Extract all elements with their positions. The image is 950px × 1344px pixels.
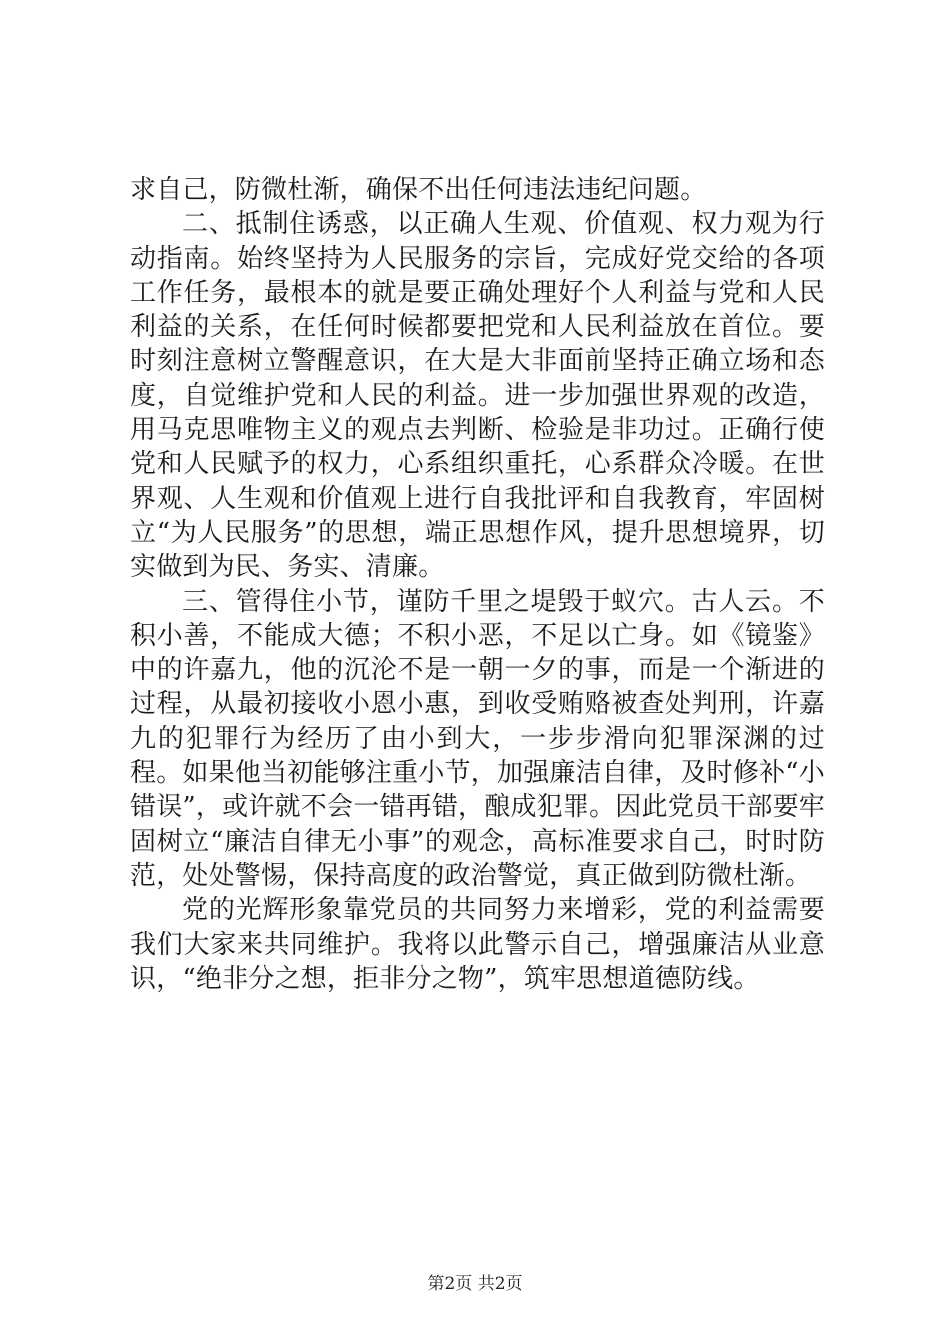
page-number-footer: 第2页 共2页 (427, 1274, 523, 1294)
paragraph-section-two: 二、抵制住诱惑，以正确人生观、价值观、权力观为行动指南。始终坚持为人民服务的宗旨，完成好党交给的各项工作任务，最根本的就是要正确处理好个人利益与党和人民利益的关系，在任何时候都要把党和人民利益放在首位。要时刻注意树立警醒意识，在大是大非面前坚持正确立场和态度，自觉维护党和人民的利益。进一步加强世界观的改造，用马克思唯物主义的观点去判断、检验是非功过。正确行使党和人民赋予的权力，心系组织重托，心系群众冷暖。在世界观、人生观和价值观上进行自我批评和自我教育，牢固树立“为人民服务”的思想，端正思想作风，提升思想境界，切实做到为民、务实、清廉。 (130, 209, 825, 583)
paragraph-conclusion: 党的光辉形象靠党员的共同努力来增彩，党的利益需要我们大家来共同维护。我将以此警示自己，增强廉洁从业意识，“绝非分之想，拒非分之物”，筑牢思想道德防线。 (130, 895, 825, 994)
paragraph-section-three: 三、管得住小节，谨防千里之堤毁于蚁穴。古人云。不积小善，不能成大德；不积小恶，不足以亡身。如《镜鉴》中的许嘉九，他的沉沦不是一朝一夕的事，而是一个渐进的过程，从最初接收小恩小惠，到收受贿赂被查处判刑，许嘉九的犯罪行为经历了由小到大，一步步滑向犯罪深渊的过程。如果他当初能够注重小节，加强廉洁自律，及时修补“小错误”，或许就不会一错再错，酿成犯罪。因此党员干部要牢固树立“廉洁自律无小事”的观念，高标准要求自己，时时防范，处处警惕，保持高度的政治警觉，真正做到防微杜渐。 (130, 586, 825, 891)
paragraph-continuation: 求自己，防微杜渐，确保不出任何违法违纪问题。 (130, 175, 707, 205)
document-body (130, 173, 825, 996)
